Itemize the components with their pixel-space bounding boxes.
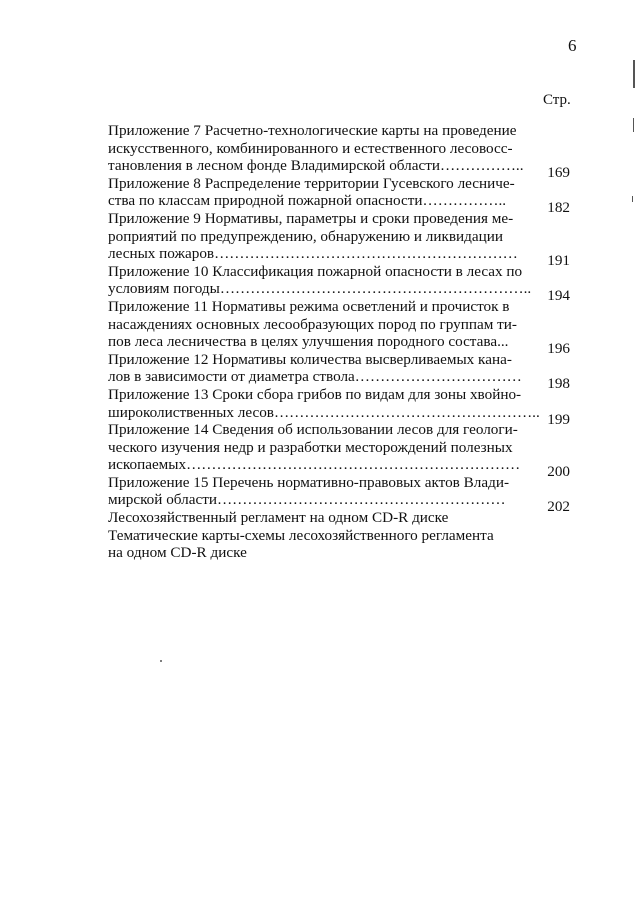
- scan-edge-mark: [632, 196, 633, 202]
- toc-entry-text: Приложение 7 Расчетно-технологические карты на проведение: [108, 122, 517, 139]
- toc-entry-text: тановления в лесном фонде Владимирской области……………..: [108, 157, 524, 175]
- toc-trailing-text: Лесохозяйственный регламент на одном CD-R диске: [108, 509, 449, 527]
- toc-entry-page: 182: [547, 199, 570, 217]
- toc-entry-text: Приложение 10 Классификация пожарной опасности в лесах по: [108, 262, 523, 280]
- toc-entry-page: 199: [547, 410, 570, 428]
- toc-entry-appendix-12: [108, 350, 578, 393]
- toc-entry-page: 202: [547, 498, 570, 516]
- toc-trailing-text: Тематические карты-схемы лесохозяйственного регламента: [108, 526, 494, 544]
- toc-entry-text: Приложение 12 Нормативы количества высверливаемых кана-: [108, 350, 512, 368]
- toc-entry-text: Приложение 13 Сроки сбора грибов по видам для зоны хвойно-: [108, 385, 522, 403]
- toc-entry-text: Приложение 11 Нормативы режима осветлений и прочисток в: [108, 297, 510, 315]
- toc-entry-text: пов леса лесничества в целях улучшения породного состава...: [108, 333, 509, 351]
- table-of-contents: [108, 122, 578, 562]
- toc-entry-text: Приложение 14 Сведения об использовании лесов для геологи-: [108, 421, 518, 439]
- toc-entry-text: Приложение 9 Нормативы, параметры и сроки проведения ме-: [108, 209, 514, 227]
- toc-entry-appendix-9: [108, 209, 578, 270]
- toc-entry-page: 169: [547, 164, 570, 182]
- toc-entry-text: мирской области…………………………………………………: [108, 491, 506, 509]
- toc-trailing-item: [108, 527, 578, 562]
- toc-entry-page: 191: [547, 252, 570, 270]
- toc-entry-text: роприятий по предупреждению, обнаружению и ликвидации: [108, 227, 504, 245]
- toc-entry-page: 196: [547, 340, 570, 358]
- toc-entry-appendix-15: [108, 473, 578, 516]
- toc-entry-text: ческого изучения недр и разработки месторождений полезных: [108, 438, 513, 456]
- toc-trailing-text: на одном CD-R диске: [108, 544, 247, 562]
- toc-entry-text: лесных пожаров……………………………………………………: [108, 245, 518, 263]
- toc-entry-text: широколиственных лесов……………………………………………..: [108, 403, 540, 421]
- toc-entry-text: лов в зависимости от диаметра ствола……………………………: [108, 368, 522, 386]
- toc-trailing-item: [108, 509, 578, 527]
- toc-entry-appendix-11: [108, 297, 578, 358]
- toc-entry-appendix-13: [108, 385, 578, 428]
- toc-entry-text: насаждениях основных лесообразующих пород по группам ти-: [108, 315, 517, 333]
- toc-entry-appendix-10: [108, 262, 578, 305]
- toc-entry-text: Приложение 8 Распределение территории Гусевского лесниче-: [108, 174, 515, 192]
- scan-edge-mark: [633, 60, 635, 88]
- toc-entry-page: 200: [547, 463, 570, 481]
- toc-entry-text: искусственного, комбинированного и естественного лесовосс-: [108, 139, 513, 157]
- toc-entry-page: 198: [547, 375, 570, 393]
- toc-entry-text: Приложение 15 Перечень нормативно-правовых актов Влади-: [108, 473, 510, 491]
- toc-entry-text: ства по классам природной пожарной опасности……………..: [108, 192, 507, 210]
- scan-dust-mark: [160, 660, 162, 662]
- toc-entry-appendix-7: [108, 122, 578, 182]
- toc-entry-page: 194: [547, 287, 570, 305]
- toc-entry-text: ископаемых…………………………………………………………: [108, 456, 521, 474]
- toc-entry-appendix-8: [108, 174, 578, 217]
- page-number: 6: [568, 36, 577, 55]
- toc-entry-text: условиям погоды……………………………………………………..: [108, 280, 532, 298]
- toc-entry-appendix-14: [108, 421, 578, 481]
- scan-edge-mark: [633, 118, 634, 132]
- page-column-header: Стр.: [543, 92, 571, 108]
